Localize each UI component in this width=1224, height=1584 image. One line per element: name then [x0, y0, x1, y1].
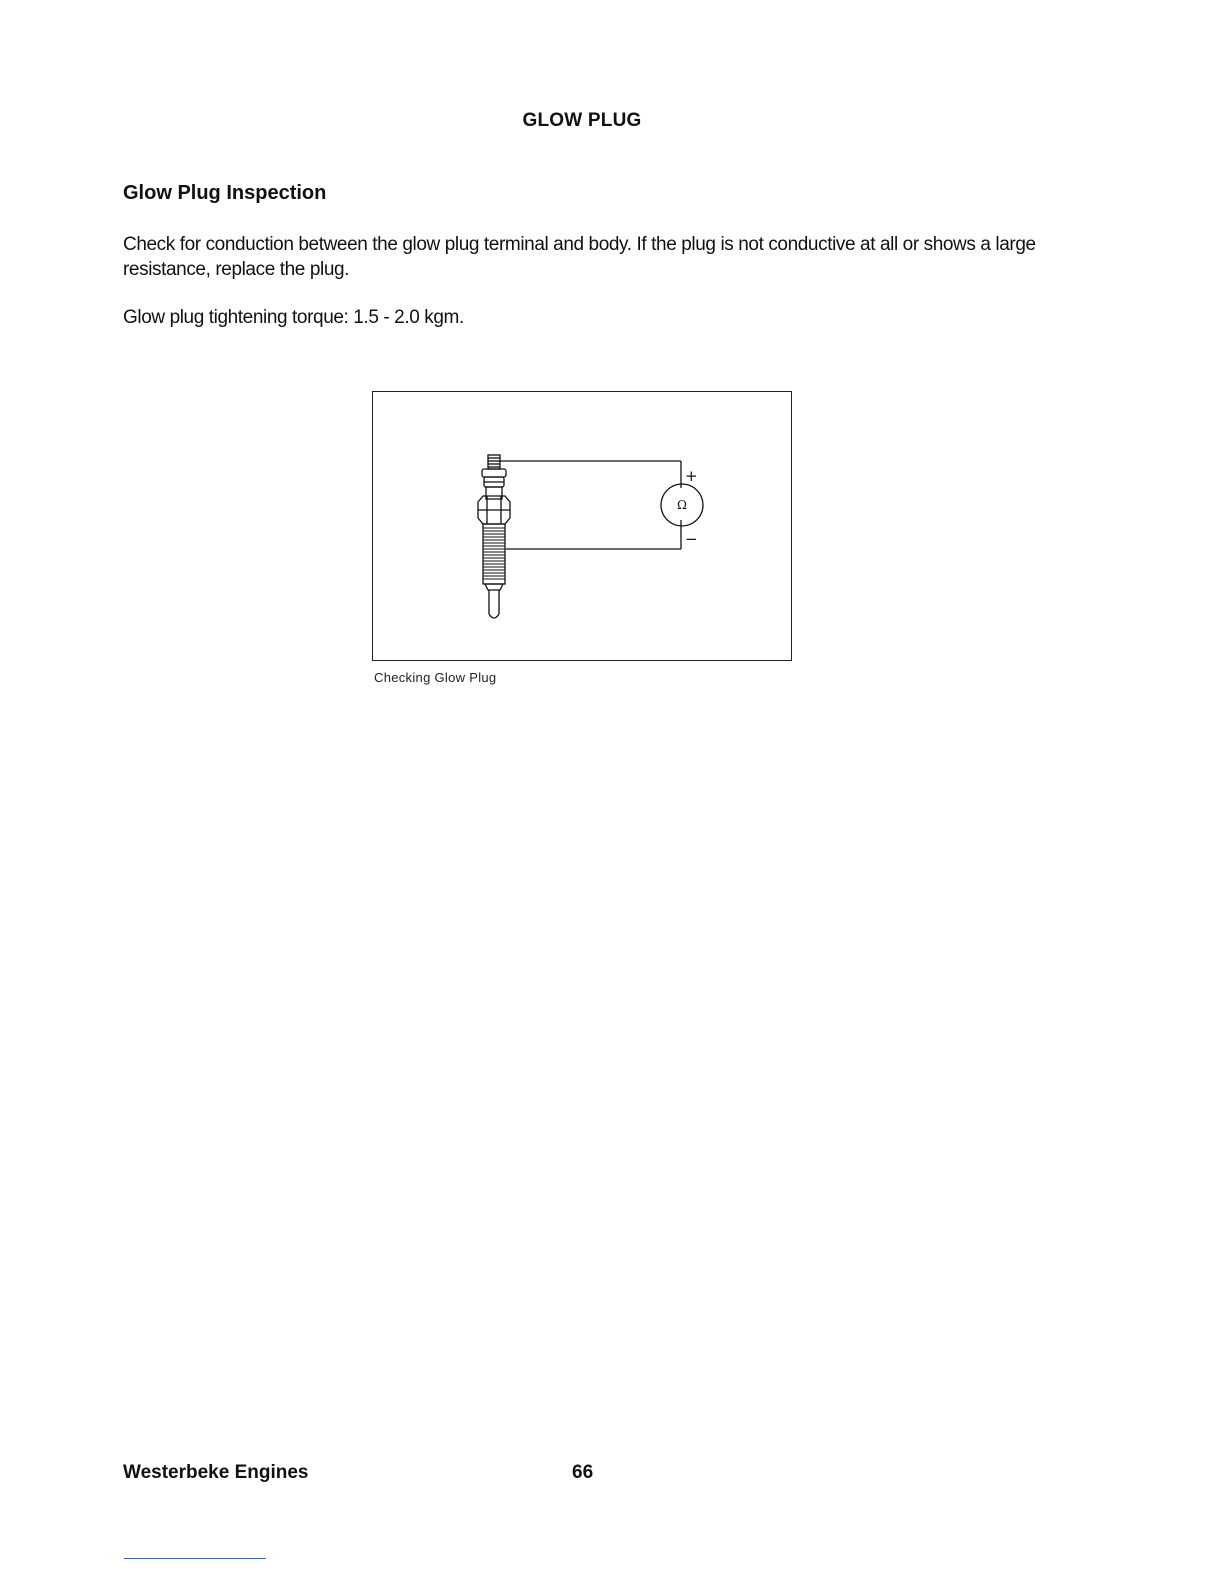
- paragraph-torque: Glow plug tightening torque: 1.5 - 2.0 kgm.: [123, 307, 464, 328]
- glow-plug-icon: [478, 455, 510, 618]
- paragraph-inspection: Check for conduction between the glow plug terminal and body. If the plug is not conductive at all or shows a large resistance, replace the plug.: [123, 234, 1036, 280]
- ohm-symbol: Ω: [677, 498, 687, 512]
- bottom-rule: [124, 1558, 266, 1559]
- section-heading: Glow Plug Inspection: [123, 182, 327, 204]
- minus-sign: −: [685, 530, 698, 548]
- page-number: 66: [572, 1462, 594, 1483]
- figure-caption: Checking Glow Plug: [374, 670, 497, 685]
- footer-publisher: Westerbeke Engines: [123, 1462, 309, 1483]
- page-title: GLOW PLUG: [522, 110, 642, 131]
- figure-glow-plug-check: [372, 391, 792, 661]
- plus-sign: +: [685, 467, 698, 485]
- glow-plug-diagram: [373, 392, 793, 662]
